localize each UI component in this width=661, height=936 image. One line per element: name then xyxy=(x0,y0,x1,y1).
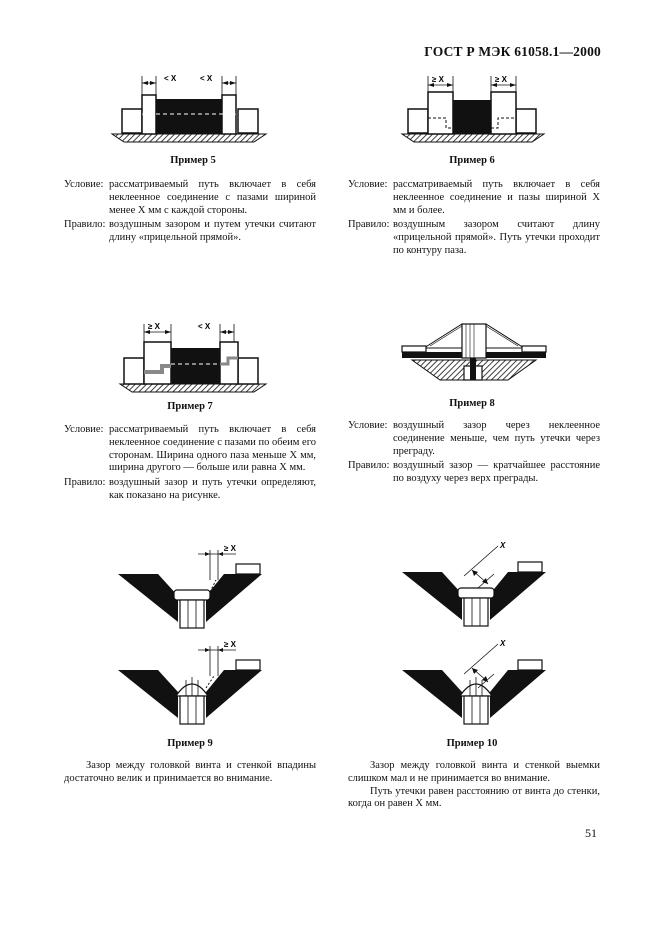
example-9-sketch-top xyxy=(118,544,262,628)
example-6-figure xyxy=(400,70,548,146)
condition-label: Условие: xyxy=(64,179,104,190)
dim-label-ge: ≥ X xyxy=(495,75,507,84)
example-5-caption: Пример 5 xyxy=(170,155,216,166)
condition-text: рассматриваемый путь включает в себя неклеенное соединение и пазы шириной X мм и более. xyxy=(393,179,600,216)
example-7-figure xyxy=(116,318,276,396)
rule-text: воздушным зазором считают длину «прицельной прямой». Путь утечки проходит по контуру паза. xyxy=(393,219,600,256)
dim-label-x: X xyxy=(500,639,506,648)
example-6-text xyxy=(348,179,600,258)
rule-label: Правило: xyxy=(348,219,390,231)
center-part xyxy=(156,99,222,134)
example-8-text xyxy=(348,420,600,486)
dim-label-lt: < X xyxy=(198,322,211,331)
page-number: 51 xyxy=(585,826,597,840)
example-10-caption: Пример 10 xyxy=(446,738,498,749)
right-block xyxy=(516,109,536,133)
example-10-sketch-top xyxy=(402,541,546,626)
example-9-sketch-bottom xyxy=(118,640,262,724)
example-5-text xyxy=(64,179,316,245)
example-10-figure xyxy=(398,536,564,730)
condition-label: Условие: xyxy=(64,424,104,435)
example-8-caption: Пример 8 xyxy=(449,398,495,409)
condition-text: рассматриваемый путь включает в себя неклеенное соединение с пазами по обеим его сторонам. Ширина одного паза меньше X мм, ширина другого — больше или равна X мм. xyxy=(109,424,316,474)
example-10-sketch-bottom xyxy=(402,639,546,724)
dim-label-x: X xyxy=(500,541,506,550)
example-6-caption: Пример 6 xyxy=(449,155,495,166)
example-7-text xyxy=(64,424,316,503)
example-9-figure xyxy=(114,540,280,730)
condition-text: воздушный зазор через неклеенное соединение меньше, чем путь утечки через преграду. xyxy=(393,420,600,457)
right-block xyxy=(238,109,258,133)
left-block xyxy=(408,109,428,133)
left-block xyxy=(122,109,142,133)
dim-label-ge: ≥ X xyxy=(224,640,236,649)
rule-label: Правило: xyxy=(348,460,390,472)
example-7-caption: Пример 7 xyxy=(167,401,213,412)
dim-label-lt: < X xyxy=(164,74,177,83)
page-header-title: ГОСТ Р МЭК 61058.1—2000 xyxy=(424,44,601,59)
example-9-paragraph: Зазор между головкой винта и стенкой впадины достаточно велик и принимается во внимание. xyxy=(64,760,316,784)
dim-label-ge: ≥ X xyxy=(224,544,236,553)
rule-text: воздушный зазор и путь утечки определяют, как показано на рисунке. xyxy=(109,477,316,501)
example-5-figure xyxy=(108,70,278,146)
example-8-figure xyxy=(400,318,548,390)
example-9-caption: Пример 9 xyxy=(167,738,213,749)
example-9-text xyxy=(64,760,316,786)
rule-label: Правило: xyxy=(64,477,106,489)
dim-label-ge: ≥ X xyxy=(148,322,160,331)
example-10-paragraph-2: Путь утечки равен расстоянию от винта до стенки, когда он равен X мм. xyxy=(348,785,600,810)
example-10-paragraph-1: Зазор между головкой винта и стенкой выемки слишком мал и не принимается во внимание. xyxy=(348,760,600,784)
rule-text: воздушный зазор — кратчайшее расстояние по воздуху через верх преграды. xyxy=(393,460,600,485)
example-10-text xyxy=(348,760,600,811)
dim-label-ge: ≥ X xyxy=(432,75,444,84)
dim-label-lt: < X xyxy=(200,74,213,83)
base-hatched xyxy=(112,134,266,142)
condition-text: рассматриваемый путь включает в себя неклеенное соединение с пазами шириной менее X мм с каждой стороны. xyxy=(109,179,316,216)
center-part xyxy=(453,100,491,134)
condition-label: Условие: xyxy=(348,179,388,190)
rule-text: воздушным зазором и путем утечки считают длину «прицельной прямой». xyxy=(109,219,316,244)
rule-label: Правило: xyxy=(64,219,106,231)
condition-label: Условие: xyxy=(348,420,388,431)
